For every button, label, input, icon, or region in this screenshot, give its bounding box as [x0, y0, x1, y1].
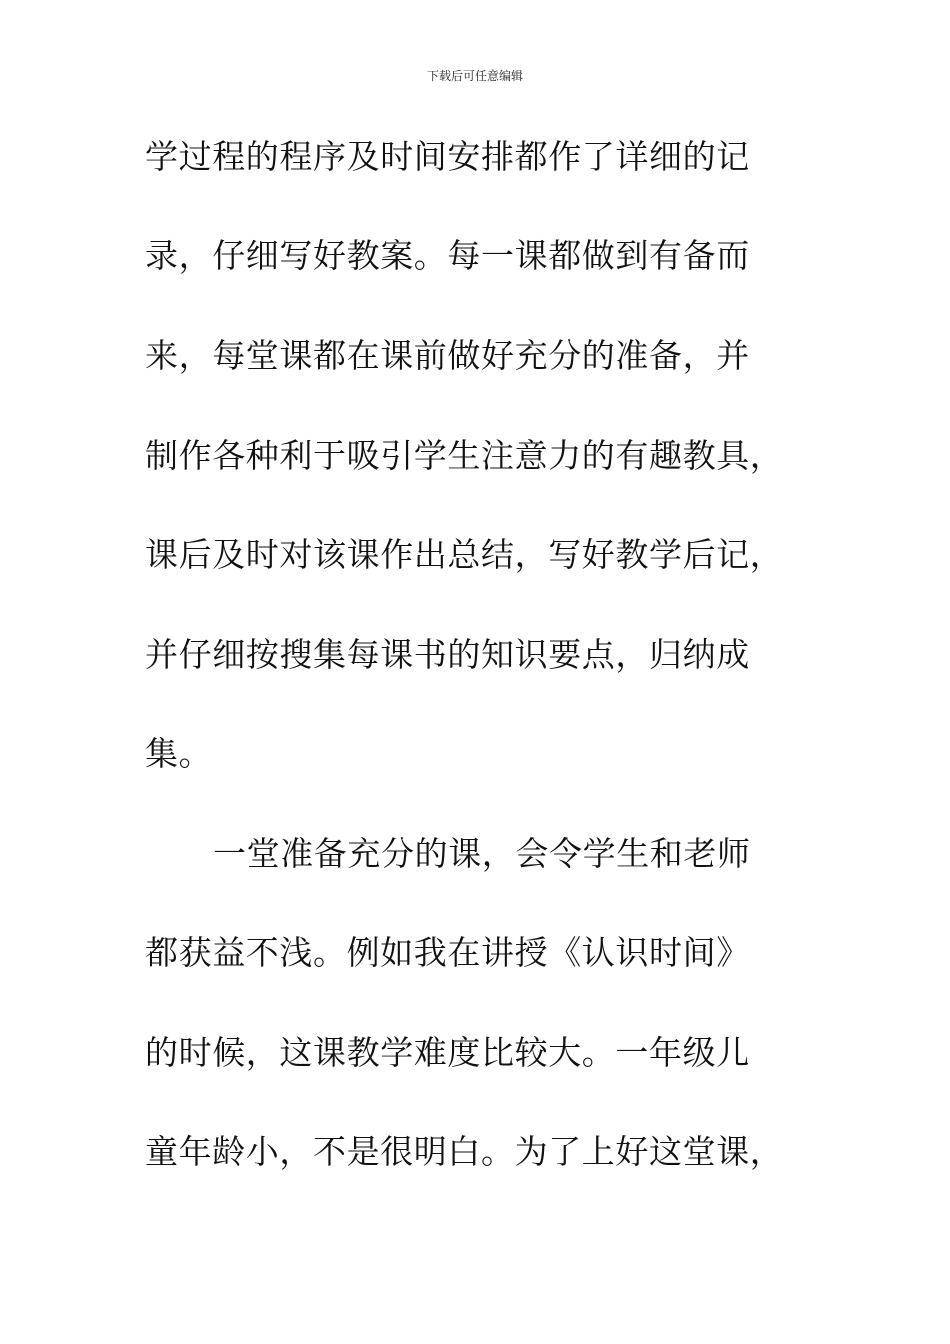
paragraph-first-line: 一堂准备充分的课，会令学生和老师	[213, 834, 751, 873]
paragraph-line: 的时候，这课教学难度比较大。一年级儿	[145, 1033, 750, 1072]
paragraph-line: 课后及时对该课作出总结，写好教学后记，	[145, 535, 784, 574]
paragraph-line: 录，仔细写好教案。每一课都做到有备而	[145, 236, 750, 275]
paragraph-line: 来，每堂课都在课前做好充分的准备，并	[145, 336, 750, 375]
paragraph-line: 集。	[145, 734, 213, 773]
paragraph-line: 都获益不浅。例如我在讲授《认识时间》	[145, 933, 750, 972]
paragraph-line: 制作各种利于吸引学生注意力的有趣教具，	[145, 436, 784, 475]
paragraph-line: 并仔细按搜集每课书的知识要点，归纳成	[145, 635, 750, 674]
page-header: 下载后可任意编辑	[426, 69, 523, 83]
paragraph-line: 学过程的程序及时间安排都作了详细的记	[145, 137, 750, 176]
paragraph-line: 童年龄小，不是很明白。为了上好这堂课，	[145, 1132, 784, 1171]
